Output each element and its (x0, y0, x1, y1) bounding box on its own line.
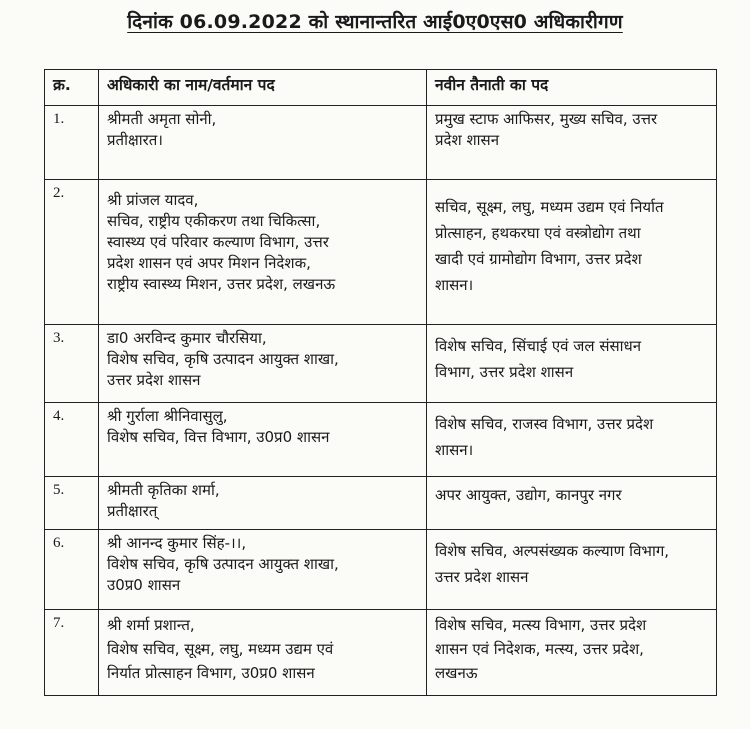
officer-line: विशेष सचिव, सूक्ष्म, लघु, मध्यम उद्यम एवं (107, 640, 334, 658)
table-row (45, 477, 717, 530)
posting-cell (427, 610, 717, 696)
officer-line: निर्यात प्रोत्साहन विभाग, उ0प्र0 शासन (107, 664, 315, 682)
officer-line: श्रीमती कृतिका शर्मा, (107, 481, 220, 499)
officer-cell (99, 403, 427, 477)
officer-cell (99, 106, 427, 180)
table-row (45, 403, 717, 477)
officer-line: उ0प्र0 शासन (107, 576, 181, 594)
officer-cell (99, 180, 427, 325)
officer-cell (99, 610, 427, 696)
header-officer: अधिकारी का नाम/वर्तमान पद (99, 70, 427, 106)
posting-line: विभाग, उत्तर प्रदेश शासन (435, 363, 574, 381)
posting-line: लखनऊ (435, 664, 478, 682)
posting-cell (427, 180, 717, 325)
posting-line: विशेष सचिव, अल्पसंख्यक कल्याण विभाग, (435, 542, 670, 560)
row-number: 4. (45, 403, 99, 477)
header-serial: क्र. (45, 70, 99, 106)
posting-cell (427, 403, 717, 477)
row-number: 2. (45, 180, 99, 325)
officer-line: डा0 अरविन्द कुमार चौरसिया, (107, 329, 267, 347)
header-posting: नवीन तैनाती का पद (427, 70, 717, 106)
officer-line: प्रतीक्षारत् (107, 502, 158, 520)
officer-line: श्री प्रांजल यादव, (107, 191, 199, 209)
officer-line: उत्तर प्रदेश शासन (107, 371, 201, 389)
officer-cell (99, 477, 427, 530)
posting-cell (427, 477, 717, 530)
table-header-row (45, 70, 717, 106)
table-row (45, 610, 717, 696)
posting-cell (427, 325, 717, 403)
officer-cell (99, 530, 427, 610)
officer-line: प्रतीक्षारत। (107, 131, 163, 149)
posting-line: विशेष सचिव, सिंचाई एवं जल संसाधन (435, 337, 642, 355)
posting-line: खादी एवं ग्रामोद्योग विभाग, उत्तर प्रदेश (435, 250, 642, 268)
row-number: 1. (45, 106, 99, 180)
officer-line: विशेष सचिव, वित्त विभाग, उ0प्र0 शासन (107, 428, 330, 446)
row-number: 3. (45, 325, 99, 403)
posting-line: अपर आयुक्त, उद्योग, कानपुर नगर (435, 486, 622, 504)
officer-cell (99, 325, 427, 403)
posting-cell (427, 106, 717, 180)
officer-line: श्रीमती अमृता सोनी, (107, 110, 217, 128)
table-row (45, 180, 717, 325)
row-number: 6. (45, 530, 99, 610)
posting-line: सचिव, सूक्ष्म, लघु, मध्यम उद्यम एवं निर्यात (435, 198, 664, 216)
officer-line: सचिव, राष्ट्रीय एकीकरण तथा चिकित्सा, (107, 212, 321, 230)
posting-line: शासन। (435, 441, 474, 459)
posting-line: शासन। (435, 276, 474, 294)
posting-line: प्रदेश शासन (435, 131, 500, 149)
officer-line: विशेष सचिव, कृषि उत्पादन आयुक्त शाखा, (107, 350, 339, 368)
document-title: दिनांक 06.09.2022 को स्थानान्तरित आई0ए0एस0 अधिकारीगण (127, 11, 623, 33)
posting-line: उत्तर प्रदेश शासन (435, 568, 529, 586)
officer-line: श्री आनन्द कुमार सिंह-।।, (107, 534, 247, 552)
posting-line: विशेष सचिव, राजस्व विभाग, उत्तर प्रदेश (435, 415, 654, 433)
table-row (45, 325, 717, 403)
officer-line: प्रदेश शासन एवं अपर मिशन निदेशक, (107, 254, 311, 272)
posting-line: विशेष सचिव, मत्स्य विभाग, उत्तर प्रदेश (435, 616, 647, 634)
table-row (45, 530, 717, 610)
officer-line: श्री शर्मा प्रशान्त, (107, 616, 195, 634)
row-number: 5. (45, 477, 99, 530)
officer-line: स्वास्थ्य एवं परिवार कल्याण विभाग, उत्तर (107, 233, 329, 251)
posting-line: शासन एवं निदेशक, मत्स्य, उत्तर प्रदेश, (435, 640, 644, 658)
officer-line: विशेष सचिव, कृषि उत्पादन आयुक्त शाखा, (107, 555, 339, 573)
posting-cell (427, 530, 717, 610)
posting-line: प्रोत्साहन, हथकरघा एवं वस्त्रोद्योग तथा (435, 224, 641, 242)
table-row (45, 106, 717, 180)
officer-line: राष्ट्रीय स्वास्थ्य मिशन, उत्तर प्रदेश, लखनऊ (107, 275, 336, 293)
row-number: 7. (45, 610, 99, 696)
transfer-table (44, 69, 717, 696)
officer-line: श्री गुर्राला श्रीनिवासुलु, (107, 407, 228, 425)
posting-line: प्रमुख स्टाफ आफिसर, मुख्य सचिव, उत्तर (435, 110, 658, 128)
